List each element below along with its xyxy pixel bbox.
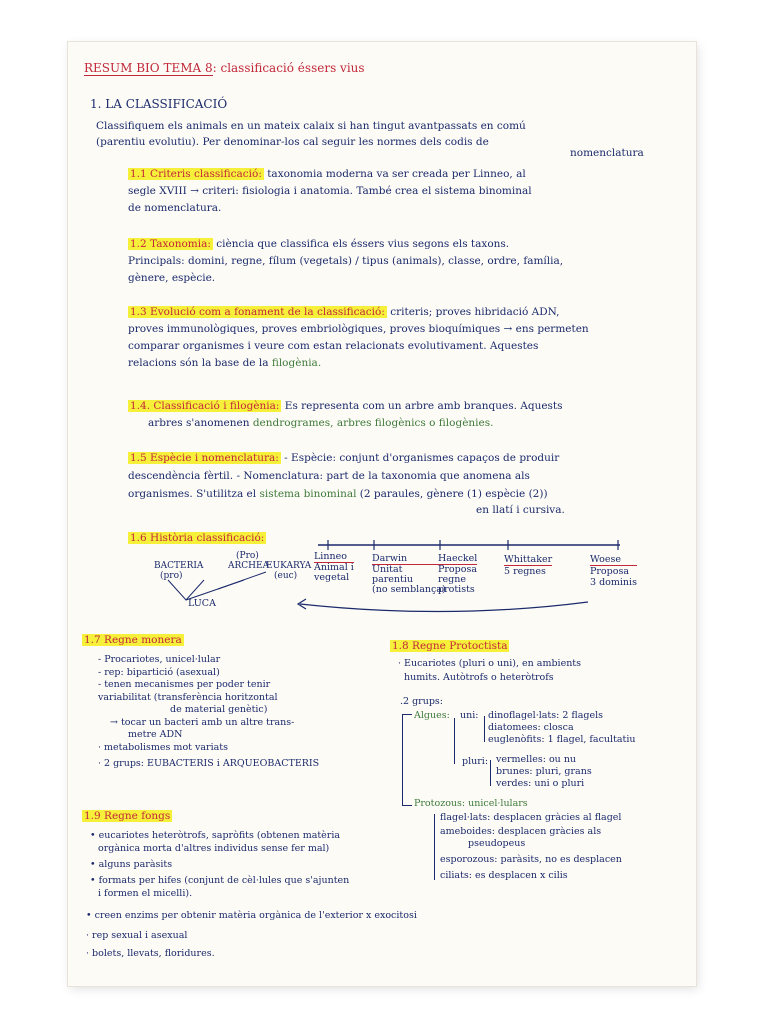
s19-item: • creen enzims per obtenir matèria orgànica de l'exterior x exocitosi xyxy=(86,910,417,921)
proto-item: flagel·lats: desplacen gràcies al flagel xyxy=(440,812,622,823)
s14-label: 1.4. Classificació i filogènia: xyxy=(130,400,280,412)
milestone-desc: parentiu xyxy=(372,574,414,585)
s1-line-2: (parentiu evolutiu). Per denominar-los cal seguir les normes dels codis de xyxy=(96,136,489,148)
milestone-name: Linneo xyxy=(314,552,354,563)
s14-text-2: arbres s'anomenen xyxy=(148,417,250,429)
bracket-top xyxy=(402,714,412,715)
s16-label: 1.6 Història classificació: xyxy=(130,532,265,544)
notebook-page xyxy=(68,42,696,986)
bracket-pluri xyxy=(490,760,491,786)
uni-label: uni: xyxy=(460,710,479,721)
s15-text-3: organismes. S'utilitza el xyxy=(128,488,257,500)
pluri-label: pluri: xyxy=(462,756,489,767)
list-item: · 2 grups: EUBACTERIS i ARQUEOBACTERIS xyxy=(98,758,320,769)
s11-line-2: segle XVIII → criteri: fisiologia i anatomia. També crea el sistema binominal xyxy=(128,185,532,197)
milestone-desc: protists xyxy=(438,584,475,595)
bracket-protozous xyxy=(434,814,435,880)
list-item: metre ADN xyxy=(128,729,183,740)
pluri-item: brunes: pluri, grans xyxy=(496,766,592,777)
uni-item: dinoflagel·lats: 2 flagels xyxy=(488,710,604,721)
milestone-haeckel xyxy=(438,554,477,595)
uni-item: diatomees: closca xyxy=(488,722,574,733)
list-item: - rep: bipartició (asexual) xyxy=(98,666,220,678)
s17-list xyxy=(98,654,319,771)
list-item: de material genètic) xyxy=(170,704,268,715)
luca-label: LUCA xyxy=(188,598,216,609)
pluri-item: vermelles: ou nu xyxy=(496,754,577,765)
s15-line-4: en llatí i cursiva. xyxy=(476,504,565,516)
s19-label: 1.9 Regne fongs xyxy=(84,810,171,822)
pluri-item: verdes: uni o pluri xyxy=(496,778,585,789)
s17-label: 1.7 Regne monera xyxy=(84,634,182,646)
s15-label: 1.5 Espècie i nomenclatura: xyxy=(130,452,279,464)
list-item: · metabolismes mot variats xyxy=(98,741,228,753)
s14-text-1: Es representa com un arbre amb branques. Aquests xyxy=(281,400,563,412)
s19-item: • alguns paràsits xyxy=(90,859,173,870)
section-1-heading: 1. LA CLASSIFICACIÓ xyxy=(90,97,228,111)
milestone-woese xyxy=(590,554,637,588)
list-item: variabilitat (transferència horitzontal xyxy=(98,691,278,703)
milestone-name: Whittaker xyxy=(504,554,553,565)
s12-line-3: gènere, espècie. xyxy=(128,272,216,284)
milestone-name: Haeckel xyxy=(438,553,478,564)
s13-label: 1.3 Evolució com a fonament de la classificació: xyxy=(130,306,385,318)
proto-item: ciliats: es desplacen x cilis xyxy=(440,870,568,881)
milestone-desc: 5 regnes xyxy=(504,566,546,577)
s18-label: 1.8 Regne Protoctista xyxy=(392,640,508,652)
s15-line-2: descendència fèrtil. - Nomenclatura: part de la taxonomia que anomena als xyxy=(128,470,530,482)
milestone-desc: 3 dominis xyxy=(590,577,637,588)
s19-item: • formats per hifes (conjunt de cèl·lules que s'ajunten xyxy=(90,875,350,886)
luca-tree-line-3 xyxy=(218,572,266,589)
eukarya-label: EUKARYA xyxy=(266,561,312,571)
milestone-linneo xyxy=(314,552,354,583)
s12-text-1: ciència que classifica els éssers vius segons els taxons. xyxy=(212,238,510,250)
s1-line-1: Classifiquem els animals en un mateix calaix si han tingut avantpassats en comú xyxy=(96,120,526,132)
milestone-desc: Animal i xyxy=(314,562,354,573)
proto-item: ameboides: desplacen gràcies als xyxy=(440,826,602,837)
list-item: - tenen mecanismes per poder tenir xyxy=(98,679,271,690)
s11-label: 1.1 Criteris classificació: xyxy=(130,168,262,180)
bracket-algues xyxy=(454,718,455,764)
archea-note: (Pro) xyxy=(236,551,259,561)
archea-label: ARCHEA xyxy=(228,561,270,571)
title-sub: : classificació éssers vius xyxy=(212,61,365,75)
bacteria-note: (pro) xyxy=(160,571,183,581)
s11-text-1: taxonomia moderna va ser creada per Linneo, al xyxy=(263,168,526,180)
uni-item: euglenòfits: 1 flagel, facultatiu xyxy=(488,734,636,745)
s15-text-5: (2 paraules, gènere (1) espècie (2)) xyxy=(356,488,548,500)
s13-line-2: proves immunològiques, proves embriològiques, proves bioquímiques → ens permeten xyxy=(128,323,589,335)
milestone-whittaker xyxy=(504,554,552,577)
s18-heading xyxy=(390,640,509,652)
milestone-name: Darwin xyxy=(372,554,446,565)
milestone-name: Woese xyxy=(590,554,637,566)
s11-line-3: de nomenclatura. xyxy=(128,202,222,214)
bacteria-label: BACTERIA xyxy=(154,561,204,571)
milestone-darwin xyxy=(372,554,446,595)
s19-item: · bolets, llevats, floridures. xyxy=(86,948,215,959)
luca-tree-lines xyxy=(168,580,204,600)
s12-line-2: Principals: domini, regne, fílum (vegetals) / tipus (animals), classe, ordre, família, xyxy=(128,255,564,267)
s19-heading xyxy=(82,810,172,822)
list-item: → tocar un bacteri amb un altre trans- xyxy=(110,716,295,728)
milestone-desc: Unitat xyxy=(372,564,403,575)
s18-intro-1: · Eucariotes (pluri o uni), en ambients xyxy=(398,658,582,669)
proto-item: pseudopeus xyxy=(468,838,526,849)
proto-item: esporozous: paràsits, no es desplacen xyxy=(440,854,622,865)
list-item: - Procariotes, unicel·lular xyxy=(98,654,221,665)
algues-label: Algues: xyxy=(414,710,450,721)
s19-item: orgànica morta d'altres individus sense fer mal) xyxy=(98,843,330,854)
s19-item: • eucariotes heteròtrofs, sapròfits (obtenen matèria xyxy=(90,830,341,841)
bracket-main xyxy=(402,714,403,806)
protozous-label: Protozous: unicel·lulars xyxy=(414,798,528,809)
s14-text-3: dendrogrames, arbres filogènics o filogènies. xyxy=(249,417,494,429)
milestone-desc: regne xyxy=(438,574,466,585)
s15-binominal: sistema binominal xyxy=(256,488,357,500)
s19-item: i formen el micelli). xyxy=(98,888,193,899)
milestone-desc: (no semblança) xyxy=(372,584,446,595)
title-main: RESUM BIO TEMA 8 xyxy=(84,61,213,75)
s17-heading xyxy=(82,634,184,646)
s1-line-3: nomenclatura xyxy=(570,147,644,159)
woese-arrow xyxy=(300,602,588,612)
eukarya-note: (euc) xyxy=(274,571,298,581)
s13-filogenia: filogènia. xyxy=(268,357,322,369)
s13-text-4: relacions són la base de la xyxy=(128,357,269,369)
milestone-desc: Proposa xyxy=(590,566,629,577)
s13-text-1: criteris; proves hibridació ADN, xyxy=(386,306,560,318)
bracket-uni xyxy=(484,716,485,742)
s12-label: 1.2 Taxonomia: xyxy=(130,238,211,250)
s18-groups: .2 grups: xyxy=(400,696,443,707)
milestone-desc: vegetal xyxy=(314,572,350,583)
s15-text-1: - Espècie: conjunt d'organismes capaços de produir xyxy=(280,452,560,464)
bracket-bottom xyxy=(402,805,412,806)
s19-item: · rep sexual i asexual xyxy=(86,930,188,941)
milestone-desc: Proposa xyxy=(438,564,477,575)
s13-line-3: comparar organismes i veure com estan relacionats evolutivament. Aquestes xyxy=(128,340,539,352)
s18-intro-2: humits. Autòtrofs o heteròtrofs xyxy=(404,672,554,683)
